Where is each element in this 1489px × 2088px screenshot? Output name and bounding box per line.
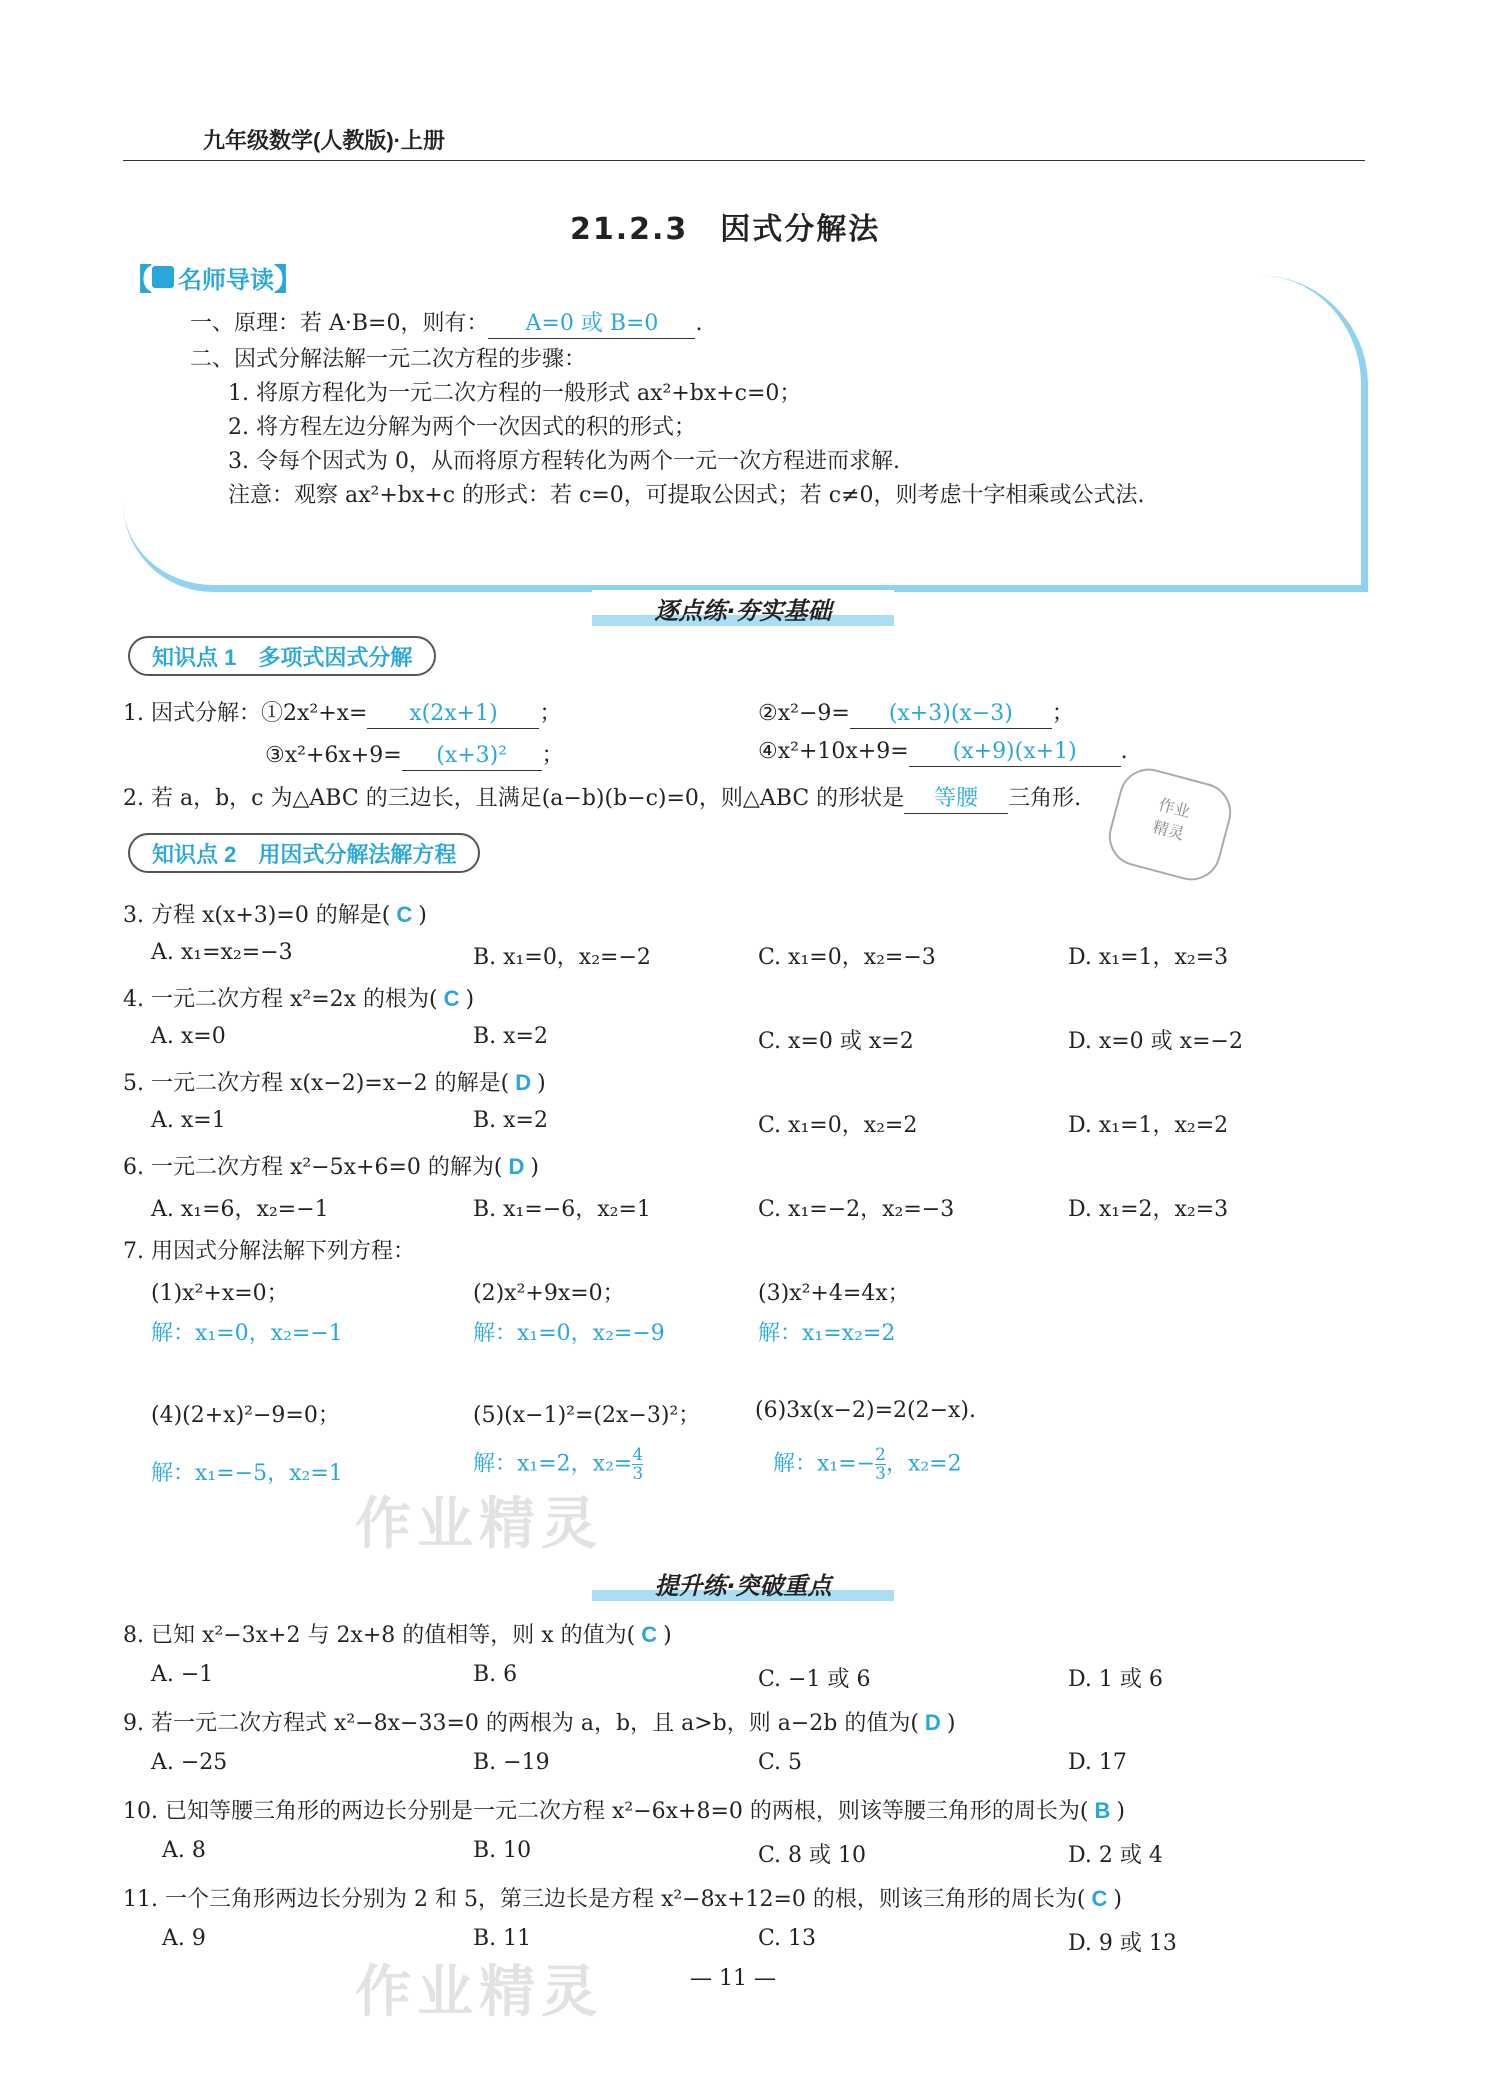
book-icon [152, 266, 174, 288]
q9-answer: D [924, 1710, 941, 1735]
knowledge-point-2: 知识点 2 用因式分解法解方程 [128, 833, 480, 873]
guide-label-text: 名师导读 [178, 266, 274, 294]
header-text: 九年级数学(人教版)·上册 [203, 128, 445, 153]
q6-option-b: B. x₁=−6，x₂=1 [473, 1197, 651, 1222]
q8-answer: C [641, 1622, 658, 1647]
q9-stem-text: 9. 若一元二次方程式 x²−8x−33=0 的两根为 a，b，且 a>b，则 a−2b 的值为( [123, 1711, 919, 1736]
q3-option-d: D. x₁=1，x₂=3 [1068, 945, 1229, 970]
q7-part-2: (2)x²+9x=0； [473, 1281, 625, 1306]
q10-answer: B [1094, 1798, 1111, 1823]
q2-prefix: 2. 若 a，b，c 为△ABC 的三边长，且满足(a−b)(b−c)=0，则△ABC 的形状是 [123, 786, 905, 811]
question-4-stem: 4. 一元二次方程 x²=2x 的根为( C ) [123, 986, 475, 1012]
q10-stem-text: 10. 已知等腰三角形的两边长分别是一元二次方程 x²−6x+8=0 的两根，则该等腰三角形的周长为( [123, 1799, 1089, 1824]
q6-option-a: A. x₁=6，x₂=−1 [151, 1197, 329, 1222]
q4-option-c: C. x=0 或 x=2 [758, 1029, 914, 1054]
question-1-part3: ③x²+6x+9= (x+3)² ； [265, 738, 564, 771]
guide-principle: 一、原理：若 A·B=0，则有： A=0 或 B=0 . [190, 306, 702, 339]
q11-stem-text: 11. 一个三角形两边长分别为 2 和 5，第三边长是方程 x²−8x+12=0 的根，则该三角形的周长为( [123, 1887, 1086, 1912]
q6-stem-text: 6. 一元二次方程 x²−5x+6=0 的解为( [123, 1155, 503, 1180]
q2-suffix: 三角形. [1008, 786, 1082, 811]
guide-steps-title: 二、因式分解法解一元二次方程的步骤： [190, 347, 587, 372]
q2-answer: 等腰 [904, 785, 1008, 814]
page-number: — 11 — [690, 1966, 776, 1991]
q3-option-a: A. x₁=x₂=−3 [151, 940, 293, 965]
q7-solution-4: 解：x₁=−5，x₂=1 [151, 1461, 343, 1486]
guide-principle-answer: A=0 或 B=0 [488, 310, 695, 339]
q10-option-d: D. 2 或 4 [1068, 1843, 1163, 1868]
q5-option-d: D. x₁=1，x₂=2 [1068, 1113, 1229, 1138]
q7-part-6: (6)3x(x−2)=2(2−x). [755, 1398, 976, 1423]
q10-option-a: A. 8 [162, 1838, 206, 1863]
q11-answer: C [1091, 1886, 1108, 1911]
q7-solution-1: 解：x₁=0，x₂=−1 [151, 1321, 343, 1346]
q7-part-1: (1)x²+x=0； [151, 1281, 289, 1306]
q1-part4-prompt: ④x²+10x+9= [758, 739, 909, 764]
guide-label: 【 名师导读 】 [122, 258, 325, 296]
q7-solution-6-fraction [875, 1446, 886, 1483]
q4-option-a: A. x=0 [151, 1024, 226, 1049]
q10-option-b: B. 10 [473, 1838, 532, 1863]
q9-option-b: B. −19 [473, 1750, 550, 1775]
guide-note: 注意：观察 ax²+bx+c 的形式：若 c=0，可提取公因式；若 c≠0，则考虑十字相乘或公式法. [228, 483, 1145, 508]
q7-solution-3: 解：x₁=x₂=2 [758, 1321, 896, 1346]
q6-option-d: D. x₁=2，x₂=3 [1068, 1197, 1229, 1222]
q11-option-b: B. 11 [473, 1926, 532, 1951]
question-5-stem: 5. 一元二次方程 x(x−2)=x−2 的解是( D ) [123, 1070, 546, 1096]
q9-option-d: D. 17 [1068, 1750, 1127, 1775]
q8-option-d: D. 1 或 6 [1068, 1667, 1163, 1692]
q7-part-5: (5)(x−1)²=(2x−3)²； [473, 1403, 701, 1428]
stamp-text-2: 精灵 [1150, 816, 1187, 844]
question-1-part2: ②x²−9= (x+3)(x−3) ； [758, 696, 1074, 729]
q1-answer-2: (x+3)(x−3) [850, 700, 1052, 729]
q3-answer: C [396, 902, 413, 927]
q10-option-c: C. 8 或 10 [758, 1843, 867, 1868]
q8-option-a: A. −1 [151, 1662, 214, 1687]
watermark-2: 作业精灵 [355, 1960, 603, 2025]
q1-answer-4: (x+9)(x+1) [909, 738, 1121, 767]
q5-stem-text: 5. 一元二次方程 x(x−2)=x−2 的解是( [123, 1071, 510, 1096]
q6-option-c: C. x₁=−2，x₂=−3 [758, 1197, 955, 1222]
guide-step-2: 2. 将方程左边分解为两个一次因式的积的形式； [228, 415, 696, 440]
guide-principle-prefix: 一、原理：若 A·B=0，则有： [190, 311, 489, 336]
q7-solution-5-prefix: 解：x₁=2，x₂= [473, 1451, 633, 1477]
q3-stem-text: 3. 方程 x(x+3)=0 的解是( [123, 903, 391, 928]
q7-solution-5 [473, 1446, 643, 1483]
q3-option-c: C. x₁=0，x₂=−3 [758, 945, 936, 970]
q4-option-b: B. x=2 [473, 1024, 548, 1049]
q1-part3-prompt: ③x²+6x+9= [265, 743, 402, 768]
question-10-stem: 10. 已知等腰三角形的两边长分别是一元二次方程 x²−6x+8=0 的两根，则该等腰三角形的周长为( B ) [123, 1798, 1125, 1824]
question-1-row1: 1. 因式分解：①2x²+x= x(2x+1) ； [123, 696, 562, 729]
header-rule [123, 160, 1365, 161]
q8-option-b: B. 6 [473, 1662, 518, 1687]
q1-answer-1: x(2x+1) [367, 700, 539, 729]
q9-option-c: C. 5 [758, 1750, 803, 1775]
q3-option-b: B. x₁=0，x₂=−2 [473, 945, 651, 970]
page-title: 21.2.3 因式分解法 [570, 212, 881, 247]
q5-option-b: B. x=2 [473, 1108, 548, 1133]
q7-solution-6-prefix: 解：x₁=− [773, 1451, 876, 1477]
knowledge-point-1: 知识点 1 多项式因式分解 [128, 636, 436, 676]
question-8-stem: 8. 已知 x²−3x+2 与 2x+8 的值相等，则 x 的值为( C ) [123, 1622, 672, 1648]
q5-option-a: A. x=1 [151, 1108, 226, 1133]
q4-option-d: D. x=0 或 x=−2 [1068, 1029, 1243, 1054]
q11-option-d: D. 9 或 13 [1068, 1931, 1177, 1956]
stamp-graphic [1102, 762, 1238, 887]
watermark-1: 作业精灵 [355, 1492, 603, 1557]
question-1-part4: ④x²+10x+9= (x+9)(x+1) . [758, 738, 1128, 767]
q7-s5-numerator: 4 [632, 1445, 644, 1465]
q7-part-4: (4)(2+x)²−9=0； [151, 1403, 340, 1428]
q4-stem-text: 4. 一元二次方程 x²=2x 的根为( [123, 987, 438, 1012]
stamp-text-1: 作业 [1156, 794, 1193, 822]
section-banner-basic: 逐点练·夯实基础 [592, 590, 894, 626]
q8-stem-text: 8. 已知 x²−3x+2 与 2x+8 的值相等，则 x 的值为( [123, 1623, 636, 1648]
guide-step-1: 1. 将原方程化为一元二次方程的一般形式 ax²+bx+c=0； [228, 381, 802, 406]
q11-option-c: C. 13 [758, 1926, 817, 1951]
section-banner-advanced: 提升练·突破重点 [592, 1565, 894, 1601]
q5-answer: D [515, 1070, 532, 1095]
q5-option-c: C. x₁=0，x₂=2 [758, 1113, 918, 1138]
q6-answer: D [508, 1154, 525, 1179]
guide-step-3: 3. 令每个因式为 0，从而将原方程转化为两个一元一次方程进而求解. [228, 449, 900, 474]
q7-part-3: (3)x²+4=4x； [758, 1281, 910, 1306]
q7-s6-numerator: 2 [875, 1445, 886, 1465]
q7-s5-denominator: 3 [632, 1464, 644, 1484]
q1-answer-3: (x+3)² [402, 742, 542, 771]
question-9-stem: 9. 若一元二次方程式 x²−8x−33=0 的两根为 a，b，且 a>b，则 a−2b 的值为( D ) [123, 1710, 956, 1736]
q7-solution-6 [773, 1446, 962, 1483]
q11-option-a: A. 9 [162, 1926, 206, 1951]
q9-option-a: A. −25 [151, 1750, 228, 1775]
q7-solution-2: 解：x₁=0，x₂=−9 [473, 1321, 665, 1346]
q8-option-c: C. −1 或 6 [758, 1667, 871, 1692]
question-3-stem: 3. 方程 x(x+3)=0 的解是( C ) [123, 902, 427, 928]
question-11-stem: 11. 一个三角形两边长分别为 2 和 5，第三边长是方程 x²−8x+12=0 的根，则该三角形的周长为( C ) [123, 1886, 1122, 1912]
q1-prefix: 1. 因式分解：①2x²+x= [123, 701, 368, 726]
q7-s6-denominator: 3 [875, 1464, 886, 1484]
question-6-stem: 6. 一元二次方程 x²−5x+6=0 的解为( D ) [123, 1154, 539, 1180]
question-2 [123, 781, 1081, 814]
q7-solution-5-fraction [632, 1446, 643, 1483]
q7-solution-6-suffix: ，x₂=2 [885, 1451, 962, 1477]
q1-part2-prompt: ②x²−9= [758, 701, 850, 726]
question-7-stem: 7. 用因式分解法解下列方程： [123, 1239, 415, 1264]
q4-answer: C [443, 986, 460, 1011]
